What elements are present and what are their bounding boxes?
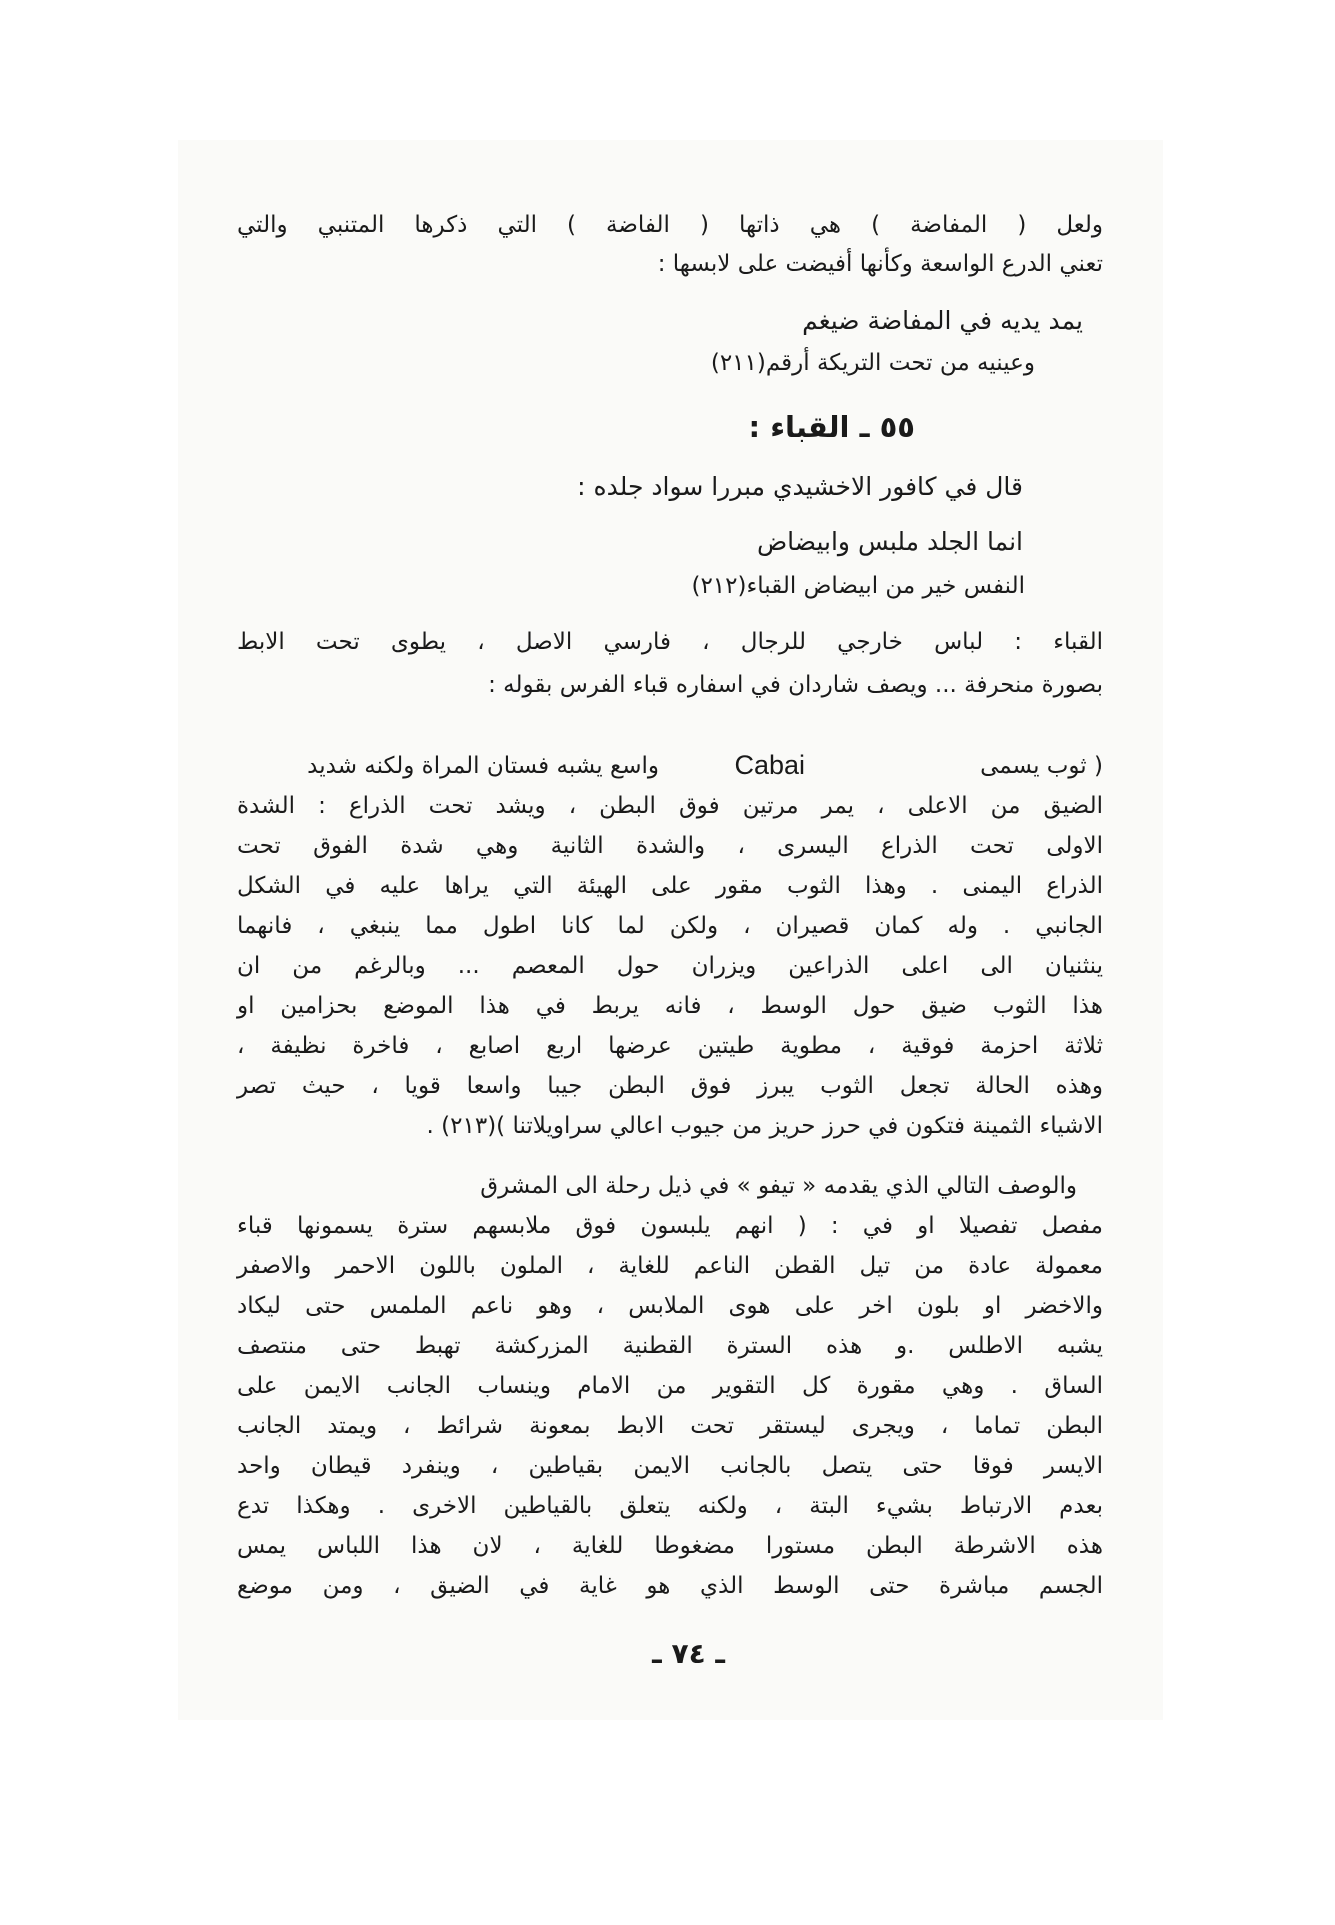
paragraph-line: الجانبي . وله كمان قصيران ، ولكن لما كانا اطول مما ينبغي ، فانهما: [237, 913, 1103, 939]
paragraph-line: قال في كافور الاخشيدي مبررا سواد جلده :: [577, 472, 1023, 501]
verse-line: النفس خير من ابيضاض القباء(٢١٢): [691, 573, 1025, 599]
paragraph-line: والاخضر او بلون اخر على هوى الملابس ، وهو ناعم الملمس حتى ليكاد: [237, 1293, 1103, 1319]
latin-term: Cabai: [734, 750, 805, 780]
paragraph-line: بصورة منحرفة ... ويصف شاردان في اسفاره قباء الفرس بقوله :: [488, 672, 1103, 698]
paragraph-line: واسع يشبه فستان المراة ولكنه شديد: [307, 753, 659, 779]
paragraph-line: والوصف التالي الذي يقدمه « تيفو » في ذيل رحلة الى المشرق: [480, 1173, 1077, 1199]
paragraph-line: مفصل تفصيلا او في : ( انهم يلبسون فوق ملابسهم سترة يسمونها قباء: [237, 1213, 1103, 1239]
paragraph-line: ثلاثة احزمة فوقية ، مطوية طيتين عرضها اربع اصابع ، فاخرة نظيفة ،: [237, 1033, 1103, 1059]
paragraph-line: هذا الثوب ضيق حول الوسط ، فانه يربط في هذا الموضع بحزامين او: [237, 993, 1103, 1019]
paragraph-line: ( ثوب يسمى: [980, 753, 1103, 779]
paragraph-line: البطن تماما ، ويجرى ليستقر تحت الابط بمعونة شرائط ، ويمتد الجانب: [237, 1413, 1103, 1439]
paragraph-line: ولعل ( المفاضة ) هي ذاتها ( الفاضة ) التي ذكرها المتنبي والتي: [237, 212, 1103, 238]
section-heading: ٥٥ ـ القباء :: [748, 410, 915, 444]
paragraph-line: القباء : لباس خارجي للرجال ، فارسي الاصل ، يطوى تحت الابط: [237, 629, 1103, 655]
paragraph-line: الساق . وهي مقورة كل التقوير من الامام وينساب الجانب الايمن على: [237, 1373, 1103, 1399]
paragraph-line: الذراع اليمنى . وهذا الثوب مقور على الهيئة التي يراها عليه في الشكل: [237, 873, 1103, 899]
verse-line: يمد يديه في المفاضة ضيغم: [802, 306, 1083, 335]
paragraph-line: بعدم الارتباط بشيء البتة ، ولكنه يتعلق بالقياطين الاخرى . وهكذا تدع: [237, 1493, 1103, 1519]
page-number: ـ ٧٤ ـ: [652, 1637, 725, 1670]
paragraph-line: يشبه الاطلس .و هذه السترة القطنية المزركشة تهبط حتى منتصف: [237, 1333, 1103, 1359]
paragraph-line: معمولة عادة من تيل القطن الناعم للغاية ، الملون باللون الاحمر والاصفر: [237, 1253, 1103, 1279]
paragraph-line: الضيق من الاعلى ، يمر مرتين فوق البطن ، ويشد تحت الذراع : الشدة: [237, 793, 1103, 819]
paragraph-line: الاولى تحت الذراع اليسرى ، والشدة الثانية وهي شدة الفوق تحت: [237, 833, 1103, 859]
paragraph-line: الايسر فوقا حتى يتصل بالجانب الايمن بقياطين ، وينفرد قيطان واحد: [237, 1453, 1103, 1479]
paragraph-line: الجسم مباشرة حتى الوسط الذي هو غاية في الضيق ، ومن موضع: [237, 1573, 1103, 1599]
paragraph-line: تعني الدرع الواسعة وكأنها أفيضت على لابسها :: [657, 251, 1103, 277]
paragraph-line: الاشياء الثمينة فتكون في حرز حريز من جيوب اعالي سراويلاتنا )(٢١٣) .: [426, 1113, 1103, 1139]
verse-line: وعينيه من تحت التريكة أرقم(٢١١): [710, 350, 1035, 376]
verse-line: انما الجلد ملبس وابيضاض: [756, 527, 1023, 556]
paragraph-line: هذه الاشرطة البطن مستورا مضغوطا للغاية ، لان هذا اللباس يمس: [237, 1533, 1103, 1559]
paragraph-line: وهذه الحالة تجعل الثوب يبرز فوق البطن جيبا واسعا قويا ، حيث تصر: [237, 1073, 1103, 1099]
paragraph-line: ينثنيان الى اعلى الذراعين ويزران حول المعصم ... وبالرغم من ان: [237, 953, 1103, 979]
